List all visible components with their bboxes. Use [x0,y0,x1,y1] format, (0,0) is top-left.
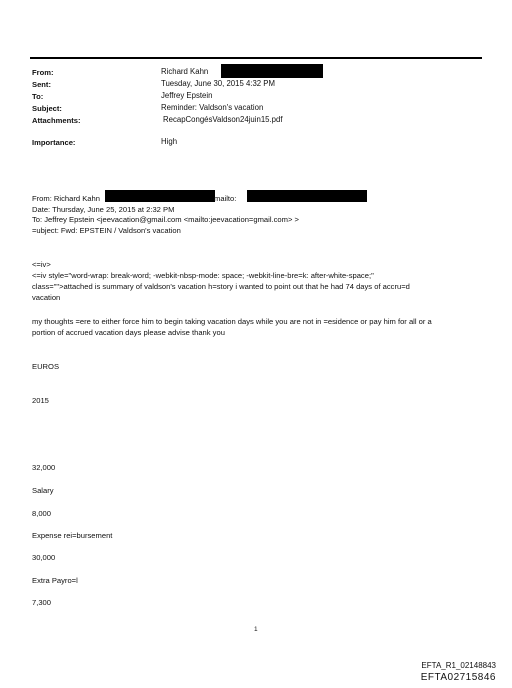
year-label: 2015 [32,396,49,405]
subject-value: Reminder: Valdson's vacation [161,103,264,112]
sent-value: Tuesday, June 30, 2015 4:32 PM [161,79,275,88]
body-thoughts-line2: portion of accrued vacation days please advise thank you [32,328,225,337]
page-number: 1 [254,626,258,633]
amount-expense: 8,000 [32,509,52,518]
currency-label: EUROS [32,362,60,371]
label-salary: Salary [32,486,54,495]
redaction-box [105,190,215,202]
top-divider [30,57,482,59]
forwarded-to: To: Jeffrey Epstein <jeevacation@gmail.com <mailto:jeevacation=gmail.com> > [32,215,299,224]
label-expense: Expense rei=bursement [32,531,113,540]
body-vacation-line: vacation [32,293,61,302]
subject-label: Subject: [32,104,62,113]
forwarded-from: From: Richard Kahn [32,194,100,203]
importance-value: High [161,137,178,146]
body-class-line: class="">attached is summary of valdson's vacation h=story i wanted to point out that he had 74 days of accru=d [32,282,410,291]
bates-number-1: EFTA_R1_02148843 [421,661,496,670]
forwarded-date: Date: Thursday, June 25, 2015 at 2:32 PM [32,205,175,214]
attachment-link[interactable]: RecapCongésValdson24juin15.pdf [163,115,283,124]
label-payroll: Extra Payro=l [32,576,78,585]
sent-label: Sent: [32,80,51,89]
importance-label: Importance: [32,138,76,147]
amount-salary: 32,000 [32,463,56,472]
redaction-box [221,64,323,78]
redaction-box [247,190,367,202]
amount-last: 7,300 [32,598,52,607]
from-value: Richard Kahn [161,67,209,76]
from-label: From: [32,68,54,77]
forwarded-mailto: mailto: [214,194,237,203]
to-label: To: [32,92,44,101]
body-thoughts-line1: my thoughts =ere to either force him to begin taking vacation days while you are not in =esidence or pay him for all or a [32,317,432,326]
to-value: Jeffrey Epstein [161,91,213,100]
forwarded-subject: =ubject: Fwd: EPSTEIN / Valdson's vacation [32,226,181,235]
bates-number-2: EFTA02715846 [420,672,496,683]
amount-payroll: 30,000 [32,553,56,562]
attachments-label: Attachments: [32,116,81,125]
body-style-line: <=iv style="word-wrap: break-word; -webkit-nbsp-mode: space; -webkit-line-bre=k: after-white-space;" [32,271,374,280]
body-div-open: <=iv> [32,260,51,269]
